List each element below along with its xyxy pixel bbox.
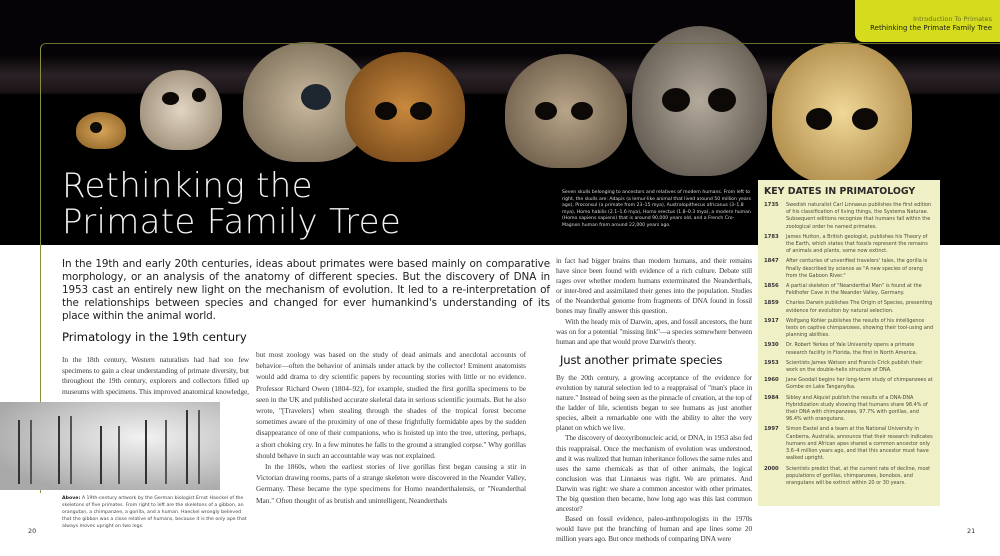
key-date-text: A partial skeleton of "Neanderthal Man" is found at the Feldhofer Cave in the Neander Valley, Germany.: [786, 283, 922, 297]
haeckel-skeletons-figure: [0, 402, 220, 490]
column-3: [556, 256, 752, 544]
key-dates-box: [758, 180, 940, 506]
key-date-year: 1930: [764, 342, 779, 349]
key-date-year: 1953: [764, 359, 779, 366]
intro-paragraph: In the 19th and early 20th centuries, ideas about primates were based mainly on comparative morphology, or an analysis of the anatomy of different species. But the discovery of DNA in 1953 cast an entirely new light on the mechanism of evolution. It led to a re-interpretation of the relationships between species and changed for ever humankind's understanding of its place within the animal world.: [62, 258, 550, 322]
key-date-text: Sibley and Alquist publish the results of a DNA-DNA Hybridization study showing that humans share 98.4% of their DNA with chimpanzees, 97.7% with gorillas, and 96.4% with orangutans.: [786, 394, 928, 423]
skeleton-gorilla: [145, 420, 167, 484]
page-title-line1: Rethinking the: [62, 166, 313, 206]
page-title-line2: Primate Family Tree: [62, 202, 402, 242]
column-1: [62, 355, 249, 397]
figure-caption: [62, 495, 248, 530]
body-paragraph: in fact had bigger brains than modern humans, and their remains have since been found with evidence of a rich culture. Debate still rages over whether modern humans exterminated the Neanderthals, or inter-bred and assimilated their genes into the population. Studies of the Neanderthal genome from fragments of DNA found in fossil bones may finally answer this question.: [556, 256, 752, 316]
key-date-text: Scientists predict that, at the current rate of decline, most populations of gorillas, chimpanzees, bonobos, and orangutans will be extinct within 20 or 30 years.: [786, 465, 931, 486]
section-heading-19th-century: Primatology in the 19th century: [62, 330, 247, 344]
key-date-year: 1735: [764, 202, 779, 208]
skeleton-human: [186, 410, 200, 484]
key-date-item: [764, 318, 934, 340]
key-date-year: 2000: [764, 465, 779, 472]
body-paragraph: but most zoology was based on the study of dead animals and anecdotal accounts of behavior—often the behavior of animals under attack by the collector! Eminent anatomists would add drama to dry scientific papers by recounting stories with little or no evidence. Professor Richard Owen (1804–92), for example, studied the first gorilla specimens to be seen in the UK and published accurate skeletal data in serious scientific journals. But he also wrote, "[Travelers] when stealing through the shades of the tropical forest become sometimes aware of the proximity of one of these frightfully formidable apes by the sudden disappearance of one of their companions, who is hoisted up into the tree, uttering, perhaps, a short choking cry. In a few minutes he falls to the ground a strangled corpse." Why gorillas should behave in such an accountable way was not explained.: [256, 350, 526, 460]
key-date-text: After centuries of unverified travelers' tales, the gorilla is finally described by science as "A new species of orang from the Gaboon River.": [786, 258, 928, 279]
key-date-year: 1859: [764, 300, 779, 307]
running-header-section: Introduction To Primates: [913, 15, 992, 23]
body-paragraph: In the 18th century, Western naturalists had had too few specimens to gain a clear understanding of primate diversity, but throughout the 19th century, explorers and collectors filled up museums with specimens. This improved anatomical knowledge,: [62, 355, 249, 396]
key-date-text: James Hutton, a British geologist, publishes his Theory of the Earth, which states that fossils represent the remains of animals and plants, some now extinct.: [786, 233, 928, 255]
key-date-item: [764, 360, 934, 374]
skeleton-chimpanzee: [100, 426, 120, 484]
page-number-right: 21: [967, 527, 976, 535]
key-date-year: 1984: [764, 394, 779, 401]
skeleton-orangutan: [58, 416, 72, 484]
key-date-item: [764, 202, 934, 231]
key-date-item: [764, 426, 934, 462]
key-date-text: Jane Goodall begins her long-term study of chimpanzees at Gombe on Lake Tanganyika.: [786, 377, 933, 391]
body-paragraph: In the 1860s, when the earliest stories of live gorillas first began causing a stir in Victorian drawing rooms, parts of a strange skeleton were discovered in the Neander Valley, Germany. These became the type specimens for Homo neanderthalensis, or "Neanderthal Man." Often thought of as brutish and unintelligent, Neanderthals: [256, 462, 526, 505]
body-paragraph: Based on fossil evidence, paleo-anthropologists in the 1970s would have put the branching of human and ape lines some 20 million years ago. But once methods of comparing DNA were: [556, 514, 752, 544]
page-title: [62, 168, 401, 240]
key-date-year: 1960: [764, 377, 779, 384]
running-header-title: Rethinking the Primate Family Tree: [870, 24, 992, 32]
key-date-text: Simon Eastel and a team at the National University in Canberra, Australia, announce that their research indicates humans and African apes shared a common ancestor only 3.6–4 million years ago, and that this ancestor must have walked upright.: [786, 426, 933, 462]
key-date-text: Charles Darwin publishes The Origin of Species, presenting evidence for evolution by natural selection.: [786, 300, 933, 314]
body-paragraph: The discovery of deoxyribonucleic acid, or DNA, in 1953 also fed this reappraisal. Once the mechanism of evolution was understood, and it was realized that human inheritance follows the same rules and uses the same chemicals as that of other animals, the logical conclusion was that Linnaeus was right. We are primates. And Darwin was right: we share a common ancestor with other primates. The big question then became, how long ago was this last common ancestor?: [556, 433, 752, 514]
key-dates-list: [764, 202, 934, 487]
key-date-item: [764, 395, 934, 424]
running-header-tab: [855, 0, 1000, 42]
figure-caption-text: A 19th-century artwork by the German biologist Ernst Haeckel of the skeletons of five primates. From right to left are the skeletons of a gibbon, an orangutan, a chimpanzee, a gorilla, and a human. Haeckel wrongly believed that the gibbon was a close relative of humans, because it is the only ape that always moves upright on two legs.: [62, 496, 247, 529]
photo-caption: Seven skulls belonging to ancestors and relatives of modern humans. From left to right, the skulls are: Adapis (a lemur-like animal that lived around 50 million years ago), Proconsul (a primate from 23–15 mya), Australopithecus africanus (3–1.8 mya), Homo habilis (2.1–1.6 mya), Homo erectus (1.8–0.3 mya), a modern human (Homo sapiens sapiens) that is around 90,000 years old, and a French Cro-Magnon human from around 22,000 years ago.: [562, 190, 751, 228]
key-date-year: 1997: [764, 426, 779, 433]
key-date-item: [764, 377, 934, 391]
body-paragraph: By the 20th century, a growing acceptance of the evidence for evolution by natural selection led to a reappraisal of "man's place in nature." Instead of being seen as the pinnacle of creation, at the top of the ladder of life, scientists began to see humans as just another species, albeit a remarkable one with the ability to alter the very planet on which we live.: [556, 372, 752, 433]
key-date-year: 1847: [764, 258, 779, 265]
section-heading-primate-species: Just another primate species: [560, 352, 723, 367]
key-date-year: 1783: [764, 233, 779, 240]
key-date-item: [764, 466, 934, 488]
key-date-text: Wolfgang Kohler publishes the results of his intelligence tests on captive chimpanzees, showing their tool-using and planning abilities.: [786, 317, 934, 339]
key-date-item: [764, 258, 934, 280]
key-dates-heading: KEY DATES IN PRIMATOLOGY: [764, 186, 916, 197]
key-date-text: Scientists James Watson and Francis Crick publish their work on the double-helix structure of DNA.: [786, 359, 923, 374]
body-paragraph: With the heady mix of Darwin, apes, and fossil ancestors, the hunt was on for a potential "missing link"—a species somewhere between human and ape that would prove Darwin's theory.: [556, 316, 752, 346]
key-date-year: 1856: [764, 283, 779, 290]
key-date-year: 1917: [764, 317, 779, 324]
key-date-item: [764, 283, 934, 297]
page-number-left: 20: [28, 527, 37, 535]
key-date-item: [764, 234, 934, 256]
key-date-item: [764, 342, 934, 356]
intro-block: [62, 258, 550, 344]
key-date-item: [764, 300, 934, 314]
key-date-text: Dr. Robert Yerkes of Yale University opens a primate research facility in Florida, the first in North America.: [786, 342, 918, 356]
key-date-text: Swedish naturalist Carl Linnaeus publishes the first edition of his classification of living things, the Systema Naturae. Subsequent editions recognize that humans fall within the zoological order he named primates.: [786, 202, 932, 230]
skeleton-gibbon: [18, 420, 32, 484]
figure-caption-label: Above:: [62, 496, 81, 501]
column-2: [256, 349, 526, 506]
